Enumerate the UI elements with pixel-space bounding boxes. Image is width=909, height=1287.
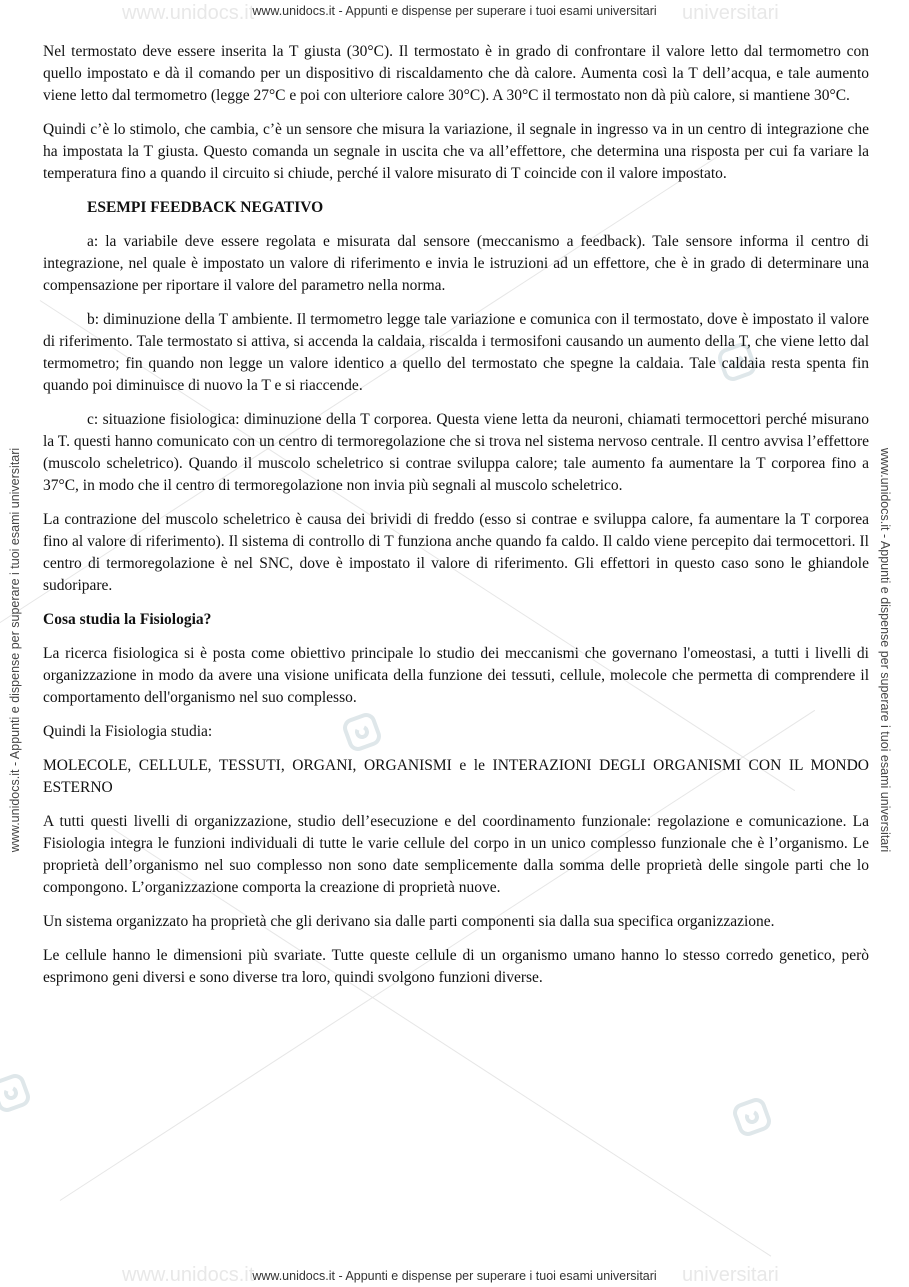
paragraph: La contrazione del muscolo scheletrico è causa dei brividi di freddo (esso si contrae e sviluppa calore, fa aumentare la T corporea fino al valore di riferimento). Il sistema di controllo di T funziona anche quando fa caldo. Il caldo viene percepito dai termocettori. Il centro di termoregolazione è nel SNC, dove è impostato il valore di riferimento. Gli effettori in questo caso sono le ghiandole sudoripare.	[43, 511, 869, 594]
paragraph: A tutti questi livelli di organizzazione, studio dell’esecuzione e del coordinamento funzionale: regolazione e comunicazione. La Fisiologia integra le funzioni individuali di tutte le varie cellule del corpo in un unico complesso funzionale che è l’organismo. Le proprietà dell’organismo nel suo complesso non sono date semplicemente dalla somma delle proprietà delle singole parti che lo compongono. L’organizzazione comporta la creazione di proprietà nuove.	[43, 813, 869, 896]
footer-watermark: www.unidocs.it - Appunti e dispense per superare i tuoi esami universitari	[252, 1269, 657, 1283]
paragraph: c: situazione fisiologica: diminuzione della T corporea. Questa viene letta da neuroni, chiamati termocettori perché misurano la T. questi hanno comunicato con un centro di termoregolazione che si trova nel sistema nervoso centrale. Il centro avvisa l’effettore (muscolo scheletrico). Quando il muscolo scheletrico si contrae sviluppa calore; tale aumento fa aumentare la T corporea fino a 37°C, in modo che il centro di termoregolazione non invia più segnali al muscolo scheletrico.	[43, 411, 869, 494]
paragraph: Un sistema organizzato ha proprietà che gli derivano sia dalle parti componenti sia dalla sua specifica organizzazione.	[43, 913, 775, 930]
paragraph: a: la variabile deve essere regolata e misurata dal sensore (meccanismo a feedback). Tale sensore informa il centro di integrazione, nel quale è impostato un valore di riferimento e invia le istruzioni ad un effettore, che è in grado di determinare una compensazione per riportare il valore del parametro nella norma.	[43, 233, 869, 294]
section-heading: Cosa studia la Fisiologia?	[43, 611, 212, 628]
ghost-watermark-right-bottom: universitari	[682, 1264, 779, 1286]
left-side-watermark: www.unidocs.it - Appunti e dispense per superare i tuoi esami universitari	[8, 447, 22, 853]
paragraph: Le cellule hanno le dimensioni più svariate. Tutte queste cellule di un organismo umano hanno lo stesso corredo genetico, però esprimono geni diversi e sono diverse tra loro, quindi svolgono funzioni diverse.	[43, 947, 869, 986]
watermark-logo-icon	[730, 1095, 774, 1139]
header-watermark: www.unidocs.it - Appunti e dispense per superare i tuoi esami universitari	[252, 4, 657, 18]
right-side-watermark: www.unidocs.it - Appunti e dispense per superare i tuoi esami universitari	[878, 447, 892, 853]
ghost-watermark-left: www.unidocs.it	[122, 2, 255, 24]
ghost-watermark-right: universitari	[682, 2, 779, 24]
paragraph: La ricerca fisiologica si è posta come obiettivo principale lo studio dei meccanismi che governano l'omeostasi, a tutti i livelli di organizzazione in modo da avere una visione unificata della funzione dei tessuti, cellule, molecole che permetta di comprendere il comportamento dell'organismo nel suo complesso.	[43, 645, 869, 706]
paragraph: Quindi c’è lo stimolo, che cambia, c’è un sensore che misura la variazione, il segnale in ingresso va in un centro di integrazione che ha impostata la T giusta. Questo comanda un segnale in uscita che va all’effettore, che determina una risposta per cui fa variare la temperatura fino a quando il circuito si chiude, perché il valore misurato di T coincide con il valore impostato.	[43, 121, 869, 182]
paragraph: Nel termostato deve essere inserita la T giusta (30°C). Il termostato è in grado di confrontare il valore letto dal termometro con quello impostato e dà il comando per un dispositivo di riscaldamento che dà calore. Aumenta così la T dell’acqua, e tale aumento viene letto dal termometro (legge 27°C e poi con ulteriore calore 30°C). A 30°C il termostato non dà più calore, si mantiene 30°C.	[43, 43, 869, 104]
paragraph: Quindi la Fisiologia studia:	[43, 723, 213, 740]
section-heading: ESEMPI FEEDBACK NEGATIVO	[87, 199, 324, 216]
ghost-watermark-left-bottom: www.unidocs.it	[122, 1264, 255, 1286]
document-body	[43, 41, 869, 1001]
paragraph: MOLECOLE, CELLULE, TESSUTI, ORGANI, ORGANISMI e le INTERAZIONI DEGLI ORGANISMI CON IL MONDO ESTERNO	[43, 757, 869, 796]
paragraph: b: diminuzione della T ambiente. Il termometro legge tale variazione e comunica con il termostato, dove è impostato il valore di riferimento. Tale termostato si attiva, si accenda la caldaia, riscalda i termosifoni causando un aumento della T, che viene letto dal termometro; fin quando non legge un valore identico a quello del termostato che spegne la caldaia. Tale caldaia resta spenta fin quando poi diminuisce di nuovo la T e si riaccende.	[43, 311, 869, 394]
